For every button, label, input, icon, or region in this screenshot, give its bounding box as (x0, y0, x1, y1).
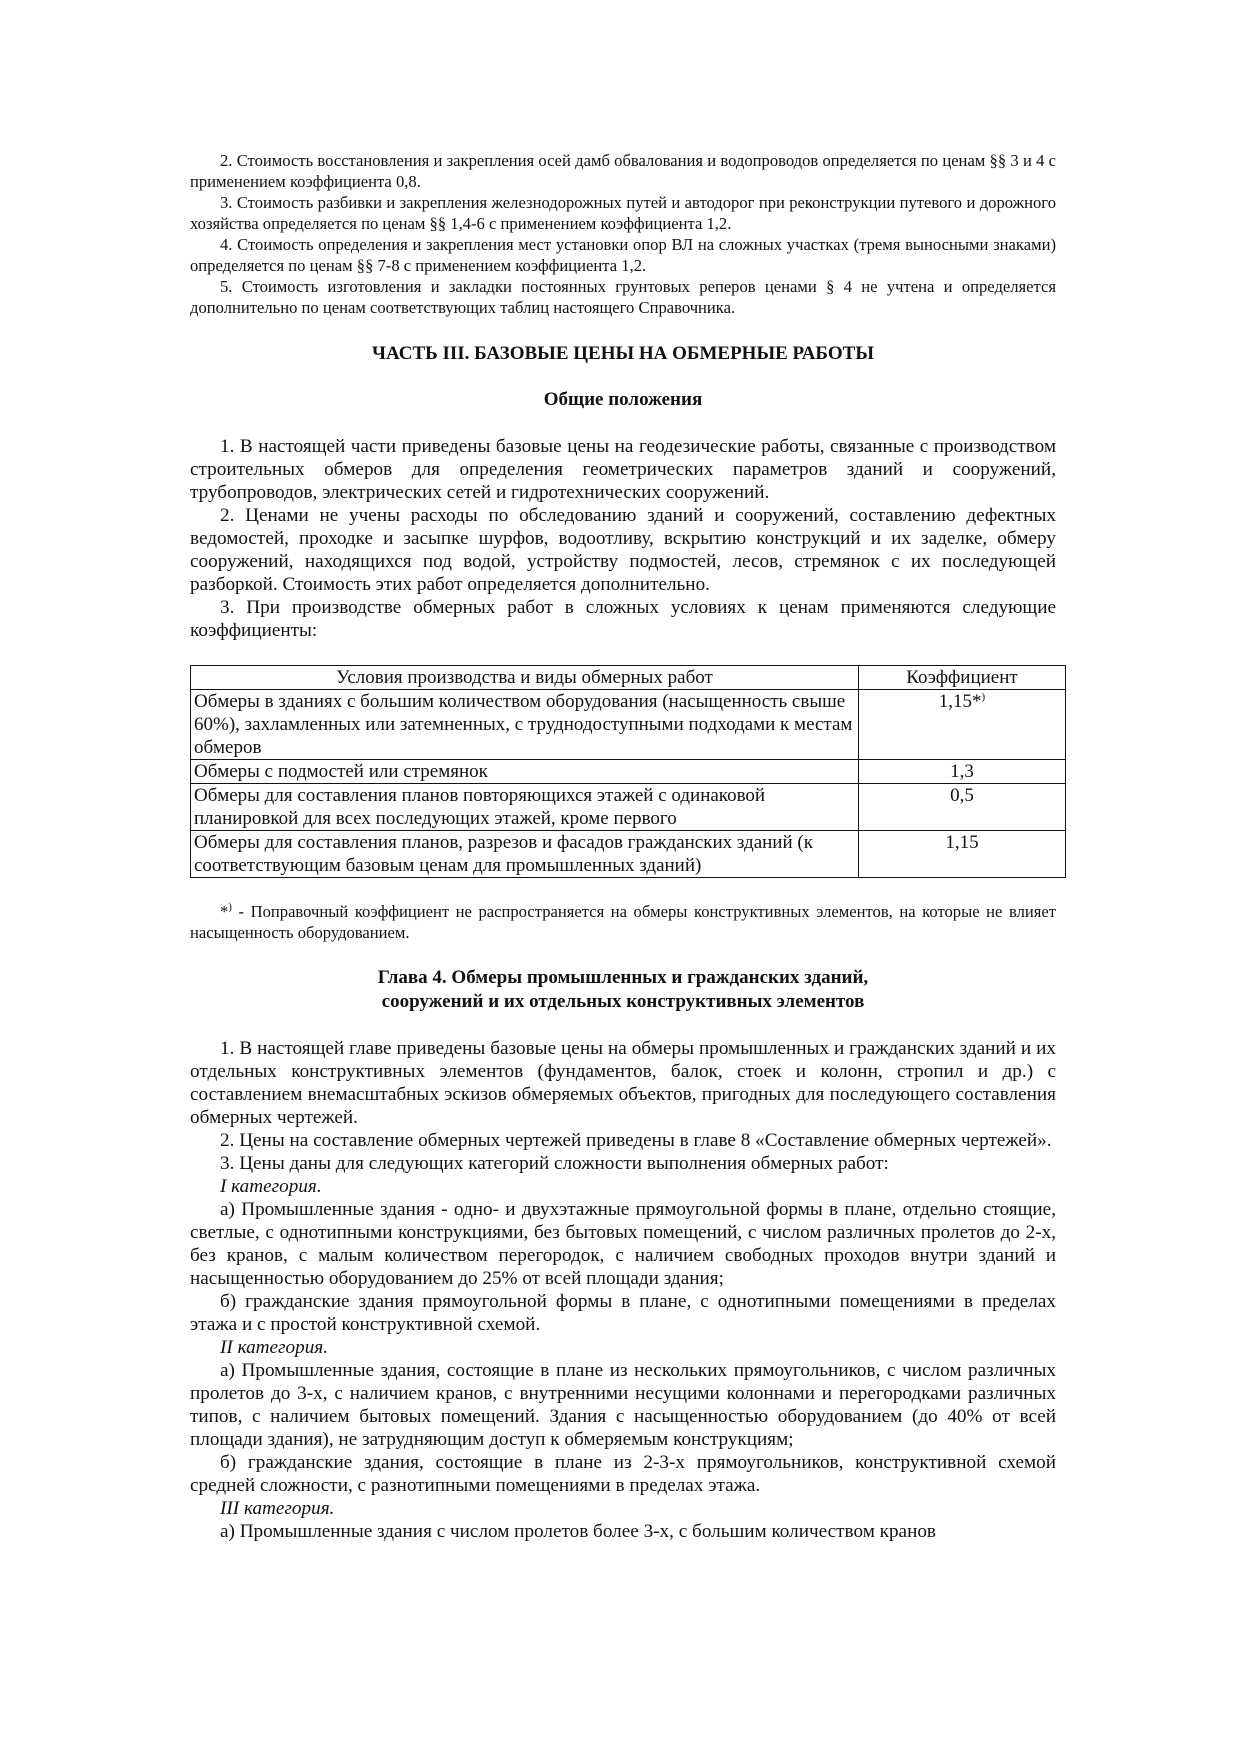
coefficient-value: 1,15* (938, 691, 982, 712)
category-label: II категория. (220, 1337, 329, 1358)
intro-paragraph: 2. Стоимость восстановления и закрепления осей дамб обвалования и водопроводов определяется по ценам §§ 3 и 4 с применением коэффициента 0,8. (190, 151, 1056, 191)
table-row (191, 760, 1066, 784)
footnote-mark: ) (228, 901, 232, 913)
table-row (191, 831, 1066, 878)
condition-cell: Обмеры с подмостей или стремянок (191, 760, 859, 784)
chapter-paragraph: 1. В настоящей главе приведены базовые цены на обмеры промышленных и гражданских зданий и их отдельных конструктивных элементов (фундаментов, балок, стоек и колонн, стропил и др.) с составлением внемасштабных эскизов обмеряемых объектов, пригодных для последующего составления обмерных чертежей. (190, 1038, 1056, 1128)
category-label: III категория. (220, 1498, 335, 1519)
part-title: ЧАСТЬ III. БАЗОВЫЕ ЦЕНЫ НА ОБМЕРНЫЕ РАБОТЫ (372, 343, 874, 364)
chapter-paragraph: б) гражданские здания, состоящие в плане из 2-3-х прямоугольников, конструктивной схемой средней сложности, с разнотипными помещениями в пределах этажа. (190, 1452, 1056, 1496)
coefficient-cell (859, 831, 1066, 878)
chapter-paragraph: а) Промышленные здания с числом пролетов более 3-х, с большим количеством кранов (220, 1521, 936, 1542)
chapter-paragraph: б) гражданские здания прямоугольной формы в плане, с однотипными помещениями в пределах этажа и с простой конструктивной схемой. (190, 1291, 1056, 1335)
table-row (191, 690, 1066, 760)
chapter-title-line-1: Глава 4. Обмеры промышленных и гражданских зданий, (377, 967, 869, 988)
header-condition: Условия производства и виды обмерных работ (191, 666, 859, 690)
chapter-paragraph: 2. Цены на составление обмерных чертежей приведены в главе 8 «Составление обмерных чертежей». (220, 1130, 1052, 1151)
intro-paragraph: 3. Стоимость разбивки и закрепления железнодорожных путей и автодорог при реконструкции путевого и дорожного хозяйства определяется по ценам §§ 1,4-6 с применением коэффициента 1,2. (190, 193, 1056, 233)
general-paragraph: 1. В настоящей части приведены базовые цены на геодезические работы, связанные с производством строительных обмеров для определения геометрических параметров зданий и сооружений, трубопроводов, электрических сетей и гидротехнических сооружений. (190, 436, 1056, 503)
condition-cell: Обмеры в зданиях с большим количеством оборудования (насыщенность свыше 60%), захламленных или затемненных, с труднодоступными подходами к местам обмеров (191, 690, 859, 760)
table-row (191, 784, 1066, 831)
category-label: I категория. (220, 1176, 322, 1197)
chapter-title-line-2: сооружений и их отдельных конструктивных элементов (381, 991, 865, 1012)
intro-paragraph: 5. Стоимость изготовления и закладки постоянных грунтовых реперов ценами § 4 не учтена и определяется дополнительно по ценам соответствующих таблиц настоящего Справочника. (190, 277, 1056, 317)
general-paragraph: 2. Ценами не учены расходы по обследованию зданий и сооружений, составлению дефектных ведомостей, проходке и засыпке шурфов, водоотливу, вскрытию конструкций и их заделке, обмеру сооружений, находящихся под водой, устройству подмостей, лесов, стремянок с их последующей разборкой. Стоимость этих работ определяется дополнительно. (190, 505, 1056, 595)
coefficient-cell (859, 760, 1066, 784)
footnote-star: * (220, 902, 229, 921)
intro-section (190, 150, 1056, 318)
footnote-body: - Поправочный коэффициент не распространяется на обмеры конструктивных элементов, на которые не влияет насыщенность оборудованием. (190, 902, 1056, 942)
coefficients-table (190, 665, 1066, 878)
general-paragraph: 3. При производстве обмерных работ в сложных условиях к ценам применяются следующие коэффициенты: (190, 597, 1056, 641)
condition-cell: Обмеры для составления планов повторяющихся этажей с одинаковой планировкой для всех последующих этажей, кроме первого (191, 784, 859, 831)
general-title: Общие положения (543, 389, 703, 410)
coefficient-value: 1,3 (950, 761, 974, 782)
footnote-text (190, 901, 1056, 943)
coefficient-value: 1,15 (945, 832, 979, 853)
chapter-paragraph: а) Промышленные здания - одно- и двухэтажные прямоугольной формы в плане, отдельно стоящие, светлые, с однотипными конструкциями, без бытовых помещений, с числом различных пролетов до 2-х, без кранов, с малым количеством перегородок, с наличием свободных проходов внутри зданий и насыщенностью оборудованием до 25% от всей площади здания; (190, 1199, 1056, 1289)
chapter-paragraph: а) Промышленные здания, состоящие в плане из нескольких прямоугольников, с числом различных пролетов до 3-х, с наличием кранов, с внутренними несущими колоннами и перегородками различных типов, с наличием бытовых помещений. Здания с насыщенностью оборудованием (до 40% от всей площади здания), не затрудняющим доступ к обмеряемым конструкциям; (190, 1360, 1056, 1450)
coefficient-cell (859, 690, 1066, 760)
coefficient-value: 0,5 (950, 785, 974, 806)
general-section (190, 435, 1056, 642)
coefficient-cell (859, 784, 1066, 831)
header-coefficient: Коэффициент (859, 666, 1066, 690)
chapter-paragraph: 3. Цены даны для следующих категорий сложности выполнения обмерных работ: (220, 1153, 889, 1174)
condition-cell: Обмеры для составления планов, разрезов и фасадов гражданских зданий (к соответствующим базовым ценам для промышленных зданий) (191, 831, 859, 878)
intro-paragraph: 4. Стоимость определения и закрепления мест установки опор ВЛ на сложных участках (тремя выносными знаками) определяется по ценам §§ 7-8 с применением коэффициента 1,2. (190, 235, 1056, 275)
chapter-body (190, 1037, 1056, 1543)
table-header-row (191, 666, 1066, 690)
footnote-mark: ) (981, 691, 986, 703)
chapter-4 (190, 966, 1056, 1543)
document-page (190, 150, 1056, 1543)
table-footnote (190, 901, 1056, 943)
